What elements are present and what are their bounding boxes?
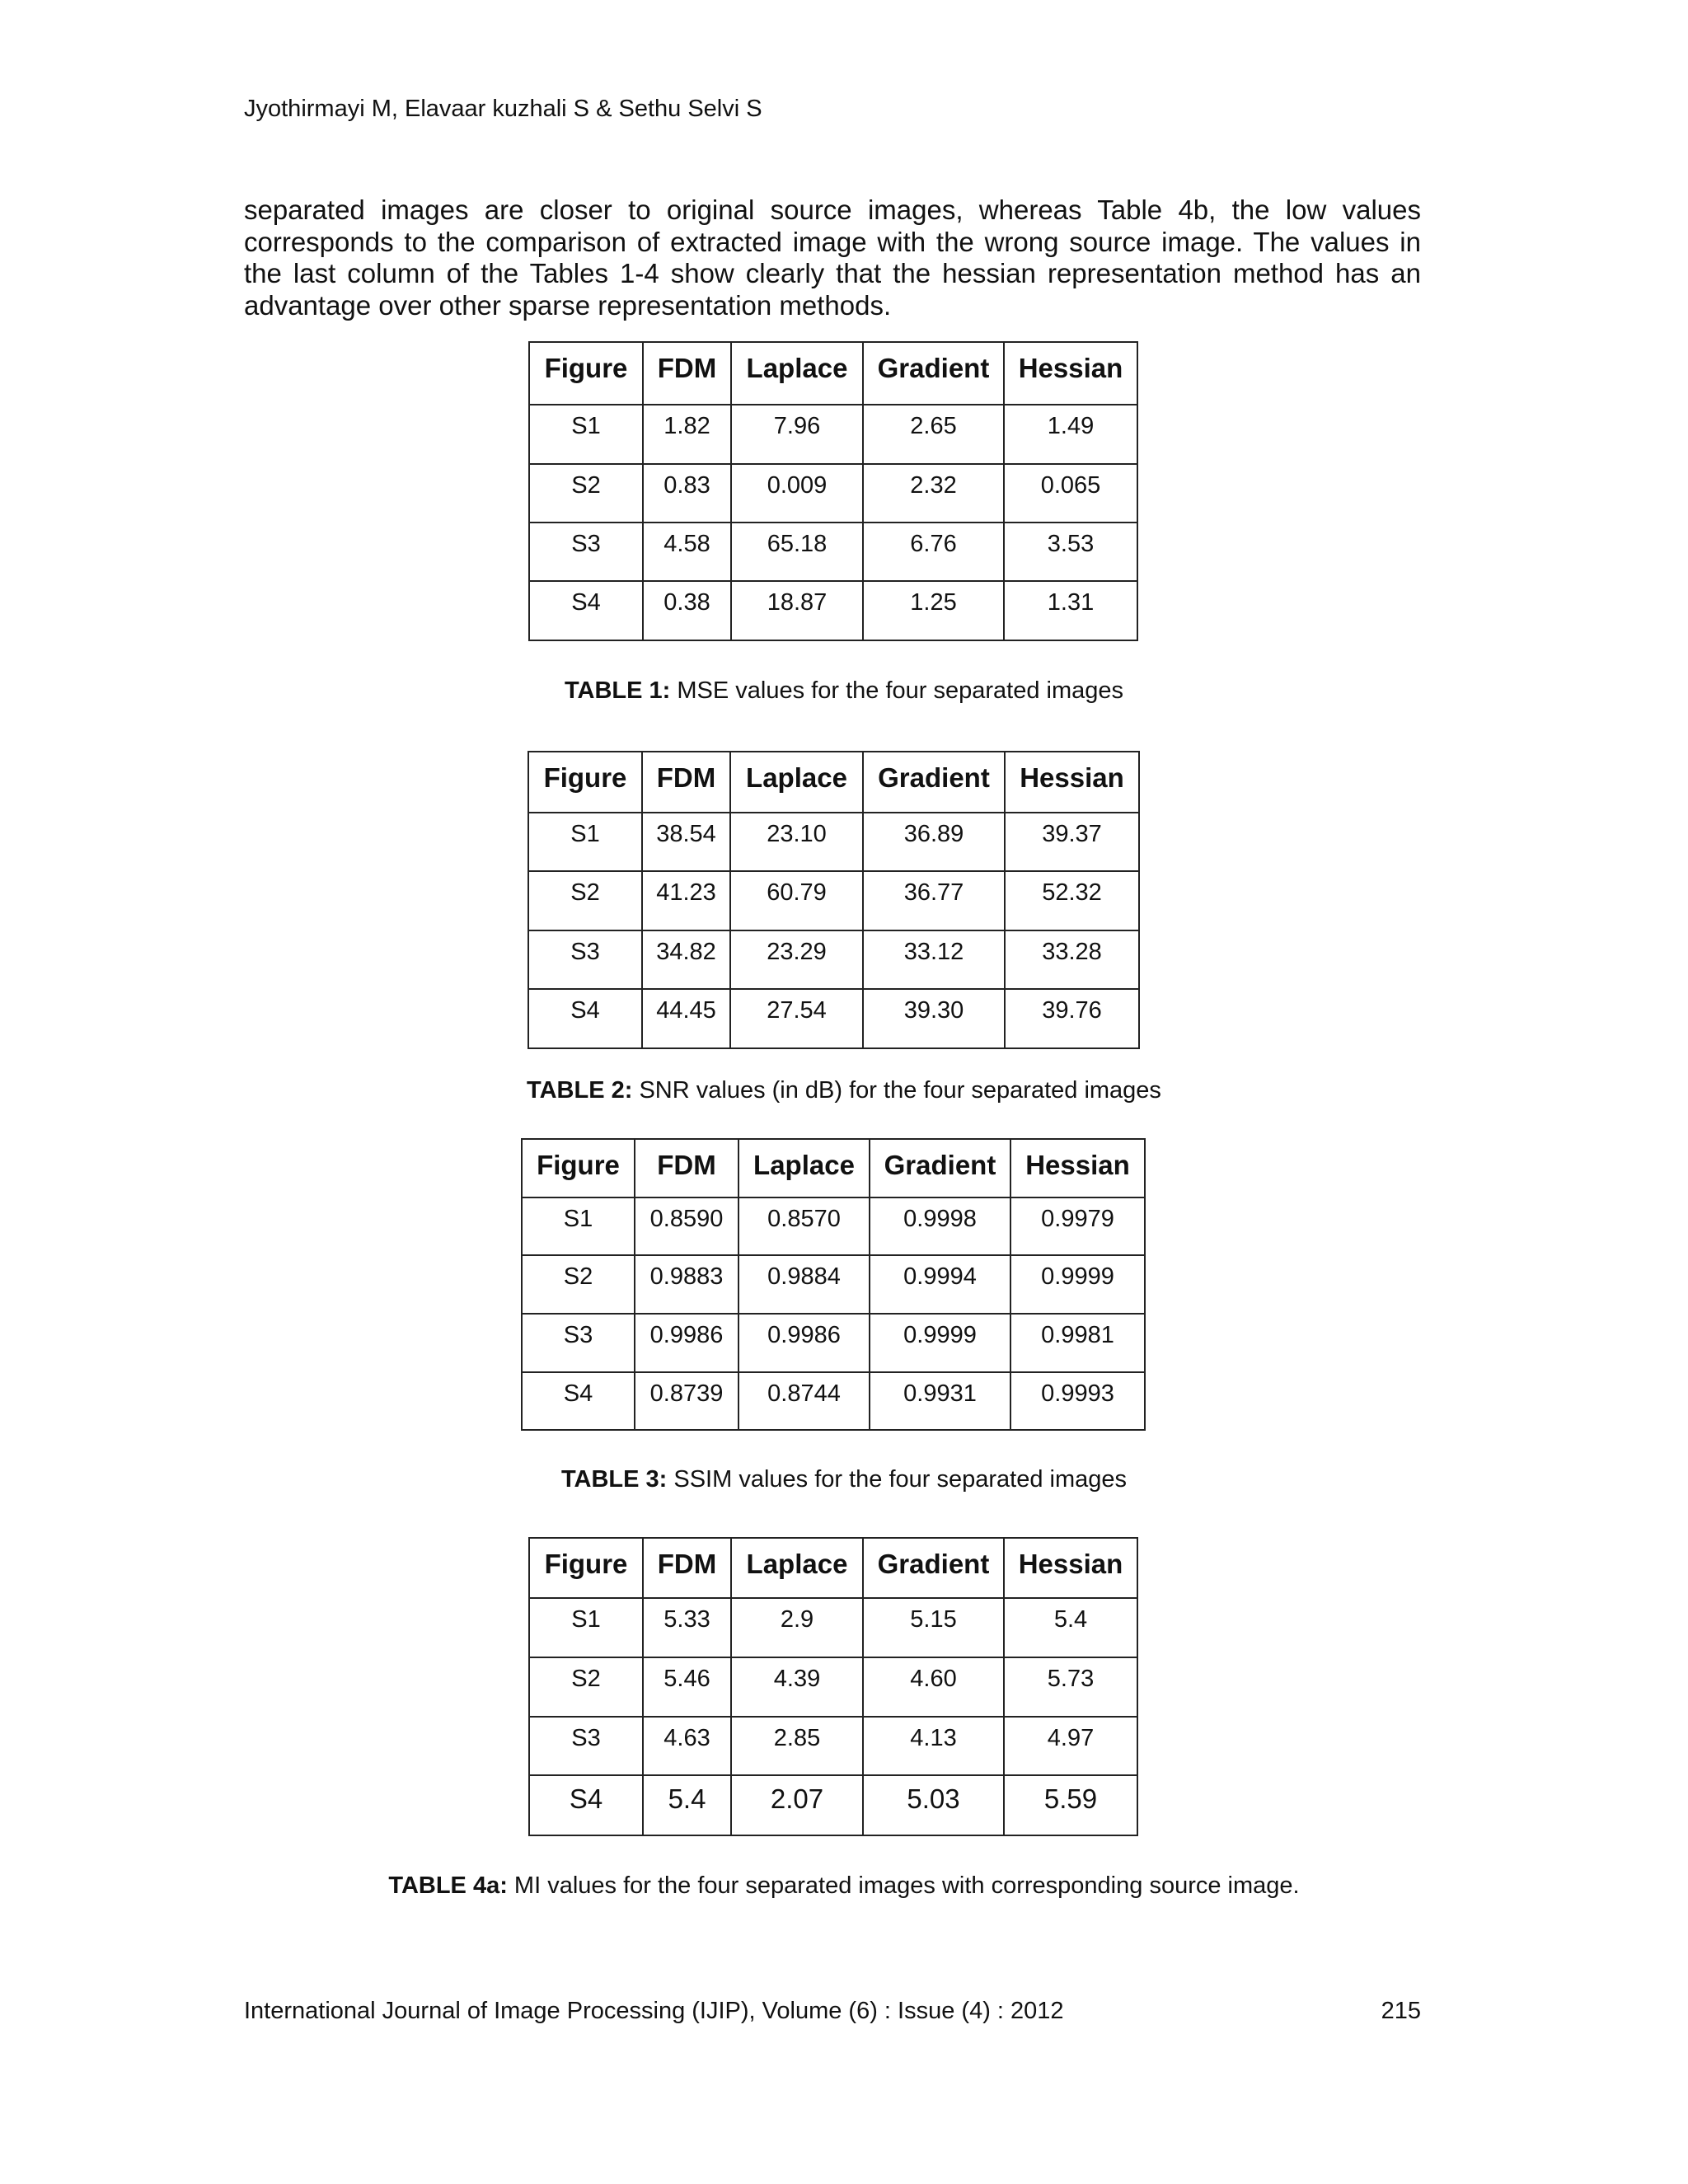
table-1-caption	[0, 677, 1688, 705]
table-row	[529, 1775, 1137, 1835]
table-2-caption	[0, 1077, 1688, 1104]
table-cell: 2.07	[731, 1775, 863, 1835]
caption-label: TABLE 1:	[564, 677, 671, 704]
table-row	[529, 405, 1137, 464]
table-cell: 1.31	[1004, 581, 1137, 640]
table-cell: S3	[529, 523, 643, 581]
table-cell: 0.9986	[635, 1314, 738, 1372]
table-cell: 0.9994	[870, 1255, 1010, 1314]
table-row	[522, 1372, 1145, 1430]
table-row	[522, 1255, 1145, 1314]
table-cell: S1	[528, 813, 642, 871]
table-cell: 36.89	[863, 813, 1005, 871]
table-cell: 0.8570	[738, 1197, 870, 1255]
table-cell: S3	[528, 930, 642, 989]
table-cell: 0.38	[643, 581, 731, 640]
header-cell: FDM	[643, 342, 731, 405]
table-cell: 65.18	[731, 523, 863, 581]
table-cell: 33.28	[1005, 930, 1139, 989]
table-cell: S4	[529, 1775, 643, 1835]
table-cell: 34.82	[642, 930, 730, 989]
table-row	[528, 989, 1139, 1048]
table-cell: 7.96	[731, 405, 863, 464]
header-cell: Gradient	[863, 1538, 1004, 1598]
table-cell: 18.87	[731, 581, 863, 640]
table-cell: 5.4	[1004, 1598, 1137, 1657]
table-cell: S2	[522, 1255, 635, 1314]
table-cell: S4	[522, 1372, 635, 1430]
table-cell: 27.54	[730, 989, 863, 1048]
table-cell: S1	[529, 405, 643, 464]
table-cell: 0.9999	[1010, 1255, 1145, 1314]
table-row	[529, 1657, 1137, 1717]
table-cell: S1	[529, 1598, 643, 1657]
table-cell: 44.45	[642, 989, 730, 1048]
table-row	[522, 1197, 1145, 1255]
table-cell: 5.03	[863, 1775, 1004, 1835]
table-cell: 5.33	[643, 1598, 731, 1657]
header-cell: Laplace	[730, 752, 863, 813]
header-cell: Figure	[529, 342, 643, 405]
table-row	[522, 1314, 1145, 1372]
table-cell: 3.53	[1004, 523, 1137, 581]
caption-label: TABLE 2:	[527, 1077, 633, 1104]
header-cell: Laplace	[731, 342, 863, 405]
caption-text: MI values for the four separated images with corresponding source image.	[507, 1872, 1300, 1899]
table-cell: 6.76	[863, 523, 1004, 581]
table-cell: 1.25	[863, 581, 1004, 640]
table-cell: S1	[522, 1197, 635, 1255]
header-cell: Figure	[528, 752, 642, 813]
table-cell: 0.8739	[635, 1372, 738, 1430]
header-cell: FDM	[642, 752, 730, 813]
table-cell: 2.9	[731, 1598, 863, 1657]
table-cell: 1.82	[643, 405, 731, 464]
caption-text: SSIM values for the four separated images	[667, 1466, 1128, 1493]
table-1-mse	[528, 341, 1138, 641]
table-cell: 4.13	[863, 1717, 1004, 1775]
journal-footer: International Journal of Image Processing (IJIP), Volume (6) : Issue (4) : 2012	[244, 1998, 1064, 2024]
header-cell: Gradient	[870, 1139, 1010, 1197]
header-cell: Laplace	[738, 1139, 870, 1197]
table-cell: 36.77	[863, 871, 1005, 930]
caption-label: TABLE 3:	[560, 1466, 668, 1493]
table-cell: 60.79	[730, 871, 863, 930]
header-cell: FDM	[643, 1538, 731, 1598]
page-number: 215	[1381, 1998, 1421, 2024]
table-cell: S3	[522, 1314, 635, 1372]
table-cell: 0.9931	[870, 1372, 1010, 1430]
table-cell: 39.76	[1005, 989, 1139, 1048]
running-header: Jyothirmayi M, Elavaar kuzhali S & Sethu Selvi S	[244, 96, 762, 122]
caption-text: SNR values (in dB) for the four separated images	[632, 1077, 1161, 1104]
caption-text: MSE values for the four separated images	[670, 677, 1124, 704]
table-row	[529, 464, 1137, 523]
table-row	[529, 1598, 1137, 1657]
table-cell: 4.63	[643, 1717, 731, 1775]
table-header-row	[529, 342, 1137, 405]
body-paragraph: separated images are closer to original source images, whereas Table 4b, the low values corresponds to the comparison of extracted image with the wrong source image. The values in the last column of the Tables 1-4 show clearly that the hessian representation method has an advantage over other sparse representation methods.	[244, 194, 1421, 321]
table-cell: 0.9883	[635, 1255, 738, 1314]
caption-label: TABLE 4a:	[388, 1872, 508, 1899]
table-cell: 39.37	[1005, 813, 1139, 871]
table-cell: 0.9986	[738, 1314, 870, 1372]
table-cell: 5.46	[643, 1657, 731, 1717]
table-cell: 23.10	[730, 813, 863, 871]
table-cell: 0.9979	[1010, 1197, 1145, 1255]
table-cell: 5.59	[1004, 1775, 1137, 1835]
table-cell: S2	[529, 464, 643, 523]
table-cell: 38.54	[642, 813, 730, 871]
table-cell: 52.32	[1005, 871, 1139, 930]
table-cell: 0.83	[643, 464, 731, 523]
table-cell: 2.65	[863, 405, 1004, 464]
table-header-row	[528, 752, 1139, 813]
table-row	[528, 871, 1139, 930]
header-cell: Gradient	[863, 752, 1005, 813]
table-cell: S2	[529, 1657, 643, 1717]
table-4a-mi	[528, 1537, 1138, 1836]
table-cell: 4.39	[731, 1657, 863, 1717]
table-cell: S4	[528, 989, 642, 1048]
table-cell: 0.9993	[1010, 1372, 1145, 1430]
table-cell: 0.9884	[738, 1255, 870, 1314]
header-cell: Laplace	[731, 1538, 863, 1598]
header-cell: Hessian	[1010, 1139, 1145, 1197]
table-cell: 39.30	[863, 989, 1005, 1048]
header-cell: Figure	[529, 1538, 643, 1598]
table-2-snr	[528, 751, 1140, 1049]
table-cell: 4.58	[643, 523, 731, 581]
table-cell: 1.49	[1004, 405, 1137, 464]
table-row	[529, 1717, 1137, 1775]
table-row	[528, 930, 1139, 989]
table-3-caption	[0, 1466, 1688, 1493]
table-cell: 2.85	[731, 1717, 863, 1775]
table-cell: 4.97	[1004, 1717, 1137, 1775]
table-cell: 2.32	[863, 464, 1004, 523]
table-header-row	[529, 1538, 1137, 1598]
table-cell: 4.60	[863, 1657, 1004, 1717]
table-cell: 0.9998	[870, 1197, 1010, 1255]
table-row	[529, 523, 1137, 581]
header-cell: FDM	[635, 1139, 738, 1197]
table-row	[529, 581, 1137, 640]
table-cell: 0.8744	[738, 1372, 870, 1430]
header-cell: Hessian	[1005, 752, 1139, 813]
table-header-row	[522, 1139, 1145, 1197]
table-row	[528, 813, 1139, 871]
header-cell: Hessian	[1004, 1538, 1137, 1598]
header-cell: Figure	[522, 1139, 635, 1197]
table-cell: 0.9981	[1010, 1314, 1145, 1372]
table-cell: 5.15	[863, 1598, 1004, 1657]
table-cell: S2	[528, 871, 642, 930]
table-3-ssim	[521, 1138, 1146, 1431]
table-cell: S4	[529, 581, 643, 640]
table-cell: 0.8590	[635, 1197, 738, 1255]
table-cell: 0.065	[1004, 464, 1137, 523]
table-cell: 5.73	[1004, 1657, 1137, 1717]
table-cell: 0.009	[731, 464, 863, 523]
table-cell: S3	[529, 1717, 643, 1775]
table-cell: 23.29	[730, 930, 863, 989]
table-4a-caption	[0, 1872, 1688, 1900]
header-cell: Gradient	[863, 342, 1004, 405]
table-cell: 41.23	[642, 871, 730, 930]
table-cell: 5.4	[643, 1775, 731, 1835]
header-cell: Hessian	[1004, 342, 1137, 405]
table-cell: 33.12	[863, 930, 1005, 989]
table-cell: 0.9999	[870, 1314, 1010, 1372]
